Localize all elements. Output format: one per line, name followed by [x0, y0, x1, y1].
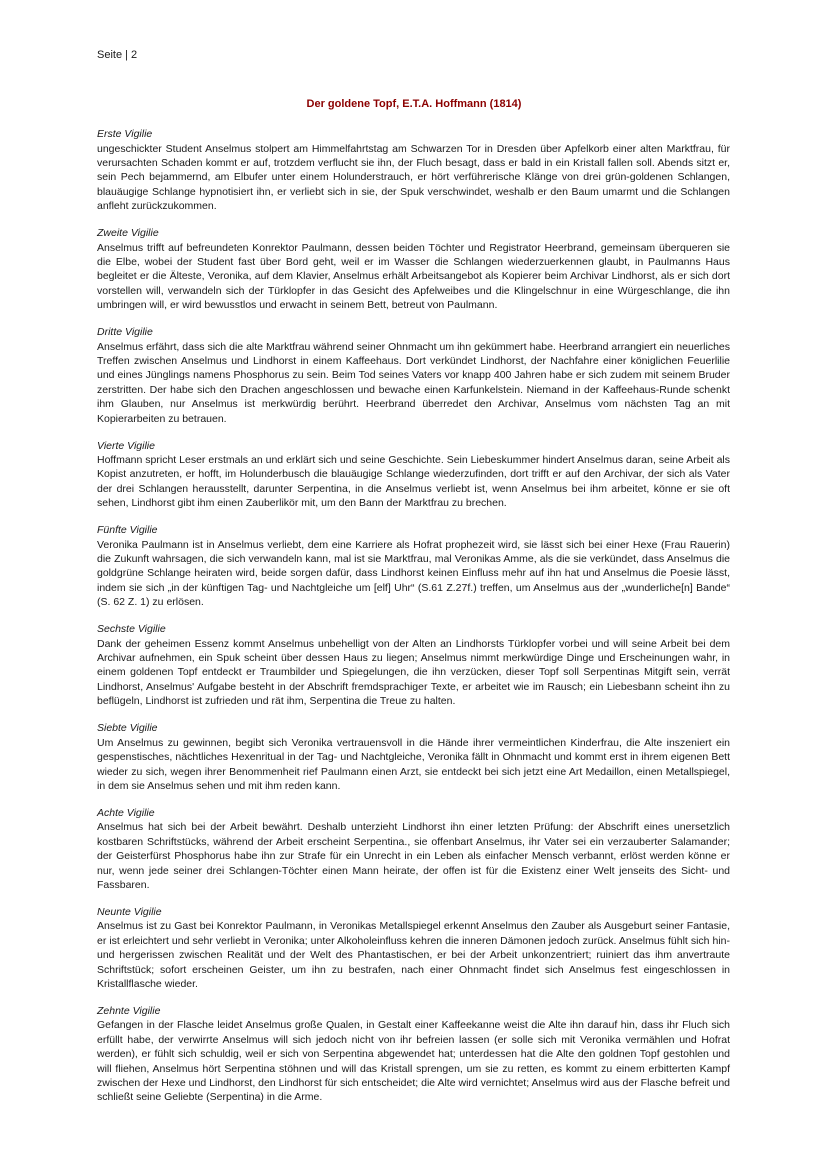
section-dritte-vigilie: [97, 326, 730, 426]
section-body: Anselmus ist zu Gast bei Konrektor Paulmann, in Veronikas Metallspiegel erkennt Anselmus den Zauber als Ausgeburt seiner Fantasie, er ist erleichtert und sehr verliebt in Veronika; unter Alkoholeinfluss kehren die inneren Dämonen jedoch zurück. Anselmus fühlt sich hin- und hergerissen zwischen Realität und der Welt des Phantastischen, er bei der Arbeit unkonzentriert; ruiniert das ihm anvertraute Schriftstück; sofort erscheinen Geister, um ihn zu bestrafen, nach einer Ohnmacht findet sich Anselmus fest eingeschlossen in Kristallflasche wieder.: [97, 920, 730, 990]
section-heading: Neunte Vigilie: [97, 905, 162, 918]
section-body: Gefangen in der Flasche leidet Anselmus große Qualen, in Gestalt einer Kaffeekanne weist die Alte ihn darauf hin, dass ihr Fluch sich erfüllt habe, der verwirrte Anselmus will sich jedoch nicht von ihr befreien lassen (er solle sich mit Veronika vermählen und Hofrat werden), er fühlt sich schuldig, weil er sich von Serpentina abgewendet hat; unterdessen hat die Alte den goldnen Topf gestohlen und will fliehen, Anselmus hört Serpentina stöhnen und will das Kristall sprengen, um sie zu retten, es kommt zu einem erbitterten Kampf zwischen der Hexe und Lindhorst, den Lindhorst für sich entscheidet; die Alte wird vernichtet; Anselmus wird aus der Flasche befreit und schließt seine Geliebte (Serpentina) in die Arme.: [97, 1019, 730, 1104]
section-sechste-vigilie: [97, 623, 730, 709]
section-heading: Sechste Vigilie: [97, 623, 166, 636]
page-header: Seite | 2: [97, 49, 138, 61]
section-siebte-vigilie: [97, 722, 730, 793]
section-heading: Vierte Vigilie: [97, 439, 155, 452]
section-body: Anselmus hat sich bei der Arbeit bewährt. Deshalb unterzieht Lindhorst ihn einer letzten Prüfung: der Abschrift eines unersetzlich kostbaren Schriftstücks, während der Arbeit erscheint Serpentina., sie offenbart Anselmus, ihr Vater sei ein verzauberter Salamander; der Geisterfürst Phosphorus habe ihn zur Strafe für ein Unrecht in ein Leben als einfacher Mensch verbannt, erlöst werden könne er nur, wenn jede seiner drei Schlangen-Töchter einen Mann heirate, der offen ist für die Existenz einer Welt jenseits des Sicht- und Fassbaren.: [97, 821, 730, 891]
section-zweite-vigilie: [97, 227, 730, 313]
section-heading: Erste Vigilie: [97, 128, 153, 140]
section-body: Veronika Paulmann ist in Anselmus verliebt, dem eine Karriere als Hofrat prophezeit wird, sie lässt sich bei einer Hexe (Frau Rauerin) die Zukunft wahrsagen, die sich verwandeln kann, mal ist sie Marktfrau, mal Veronikas Amme, als die sie verkündet, dass Anselmus die goldgrüne Schlange heiraten wird, beide sorgen dafür, dass Lindhorst keinen Einfluss mehr auf ihn hat und Anselmus die Poesie lässt, indem sie sich „in der künftigen Tag- und Nachtgleiche um [elf] Uhr“ (S.61 Z.27f.) treffen, um Anselmus aus der „wunderliche[n] Bande“ (S. 62 Z. 1) zu erlösen.: [97, 538, 730, 609]
section-heading: Fünfte Vigilie: [97, 524, 158, 537]
section-zehnte-vigilie: [97, 1005, 730, 1105]
section-heading: Siebte Vigilie: [97, 722, 158, 735]
section-body: Anselmus erfährt, dass sich die alte Marktfrau während seiner Ohnmacht um ihn gekümmert habe. Heerbrand arrangiert ein neuerliches Treffen zwischen Anselmus und Lindhorst in einem Kaffeehaus. Dort verkündet Lindhorst, der Nachfahre einer königlichen Feuerlilie und eines Jünglings namens Phosphorus zu sein. Beim Tod seines Vaters vor knapp 400 Jahren habe er sich zudem mit seinem Bruder zerstritten. Der habe sich den Drachen angeschlossen und bewache einen Karfunkelstein. Niemand in der Kaffeehaus-Runde schenkt ihm Glauben, nur Anselmus ist merkwürdig berührt. Heerbrand überredet den Archivar, Anselmus vom nächsten Tag an mit Kopierarbeiten zu betrauen.: [97, 340, 730, 425]
section-heading: Zweite Vigilie: [97, 227, 159, 240]
section-body: Um Anselmus zu gewinnen, begibt sich Veronika vertrauensvoll in die Hände ihrer vermeintlichen Kinderfrau, die Alte inszeniert ein gespenstisches, nächtliches Hexenritual in der Tag- und Nachtgleiche, Veronika fällt in Ohnmacht und kommt erst in ihrem eigenen Bett wieder zu sich, wegen ihrer Benommenheit rief Paulmann einen Arzt, sie entdeckt bei sich jetzt eine Art Medaillon, einen Metallspiegel, in dem sie Anselmus sehen und mit ihm reden kann.: [97, 736, 730, 792]
section-vierte-vigilie: [97, 440, 730, 511]
document-title: Der goldene Topf, E.T.A. Hoffmann (1814): [306, 98, 522, 110]
section-list: [97, 128, 730, 1118]
section-heading: Dritte Vigilie: [97, 326, 153, 339]
section-fuenfte-vigilie: [97, 524, 730, 610]
section-erste-vigilie: [97, 128, 730, 214]
section-body: Hoffmann spricht Leser erstmals an und erklärt sich und seine Geschichte. Sein Liebeskummer hindert Anselmus daran, seine Arbeit als Kopist anzutreten, er hofft, im Holunderbusch die blauäugige Schlange wiederzufinden, dort trifft er auf den Archivar, der sich als Vater der drei Schlangen herausstellt, darunter Serpentina, in die Anselmus verliebt ist, wenn Anselmus bei ihm arbeitet, könne er sie oft sehen, Lindhorst gibt ihm einen Zauberlikör mit, um den Bann der Marktfrau zu brechen.: [97, 454, 730, 510]
section-body: Anselmus trifft auf befreundeten Konrektor Paulmann, dessen beiden Töchter und Registrator Heerbrand, gemeinsam überqueren sie die Elbe, wobei der Student fast über Bord geht, weil er im Wasser die Schlangen wiederzuerkennen glaubt, in Paulmanns Haus begleitet er die Älteste, Veronika, auf dem Klavier, Anselmus erhält Arbeitsangebot als Kopierer beim Archivar Lindhorst, als er sich dort vorstellen will, verwandeln sich der Türklopfer in das Gesicht des Apfelweibes und die Klingelschnur in eine Würgeschlange, die ihn umbringen will, er wird bewusstlos und erwacht in seinem Bett, betreut von Paulmann.: [97, 241, 730, 312]
section-heading: Achte Vigilie: [97, 806, 155, 819]
section-heading: Zehnte Vigilie: [97, 1004, 161, 1017]
section-neunte-vigilie: [97, 906, 730, 992]
section-achte-vigilie: [97, 807, 730, 893]
section-body: Dank der geheimen Essenz kommt Anselmus unbehelligt von der Alten an Lindhorsts Türklopfer vorbei und will seine Arbeit bei dem Archivar aufnehmen, ein Spuk scheint über dessen Haus zu liegen; Anselmus nimmt merkwürdige Dinge und Erscheinungen wahr, in einem goldenen Topf entdeckt er Traumbilder und Spiegelungen, die ihn verzücken, dieser Topf soll Serpentinas Mitgift sein, verrät Lindhorst, Anselmus' Aufgabe besteht in der Abschrift fremdsprachiger Texte, er arbeitet wie im Rausch; ein Liebesbann scheint ihn zu beflügeln, Lindhorst ist zufrieden und rät ihm, Serpentina die Treue zu halten.: [97, 637, 730, 708]
section-body: ungeschickter Student Anselmus stolpert am Himmelfahrtstag am Schwarzen Tor in Dresden über Apfelkorb einer alten Marktfrau, für verursachten Schaden kommt er auf, trotzdem verflucht sie ihn, der Fluch besagt, dass er bald in ein Kristall fallen soll. Abends sitzt er, sein Pech bejammernd, am Elbufer unter einem Holunderstrauch, er hört verführerische Klänge von drei grün-goldenen Schlangen, blauäugige Schlange hypnotisiert ihn, er verliebt sich in sie, der Spuk verschwindet, weshalb er den Baum umarmt und die Schlangen anfleht zurückzukommen.: [97, 142, 730, 213]
